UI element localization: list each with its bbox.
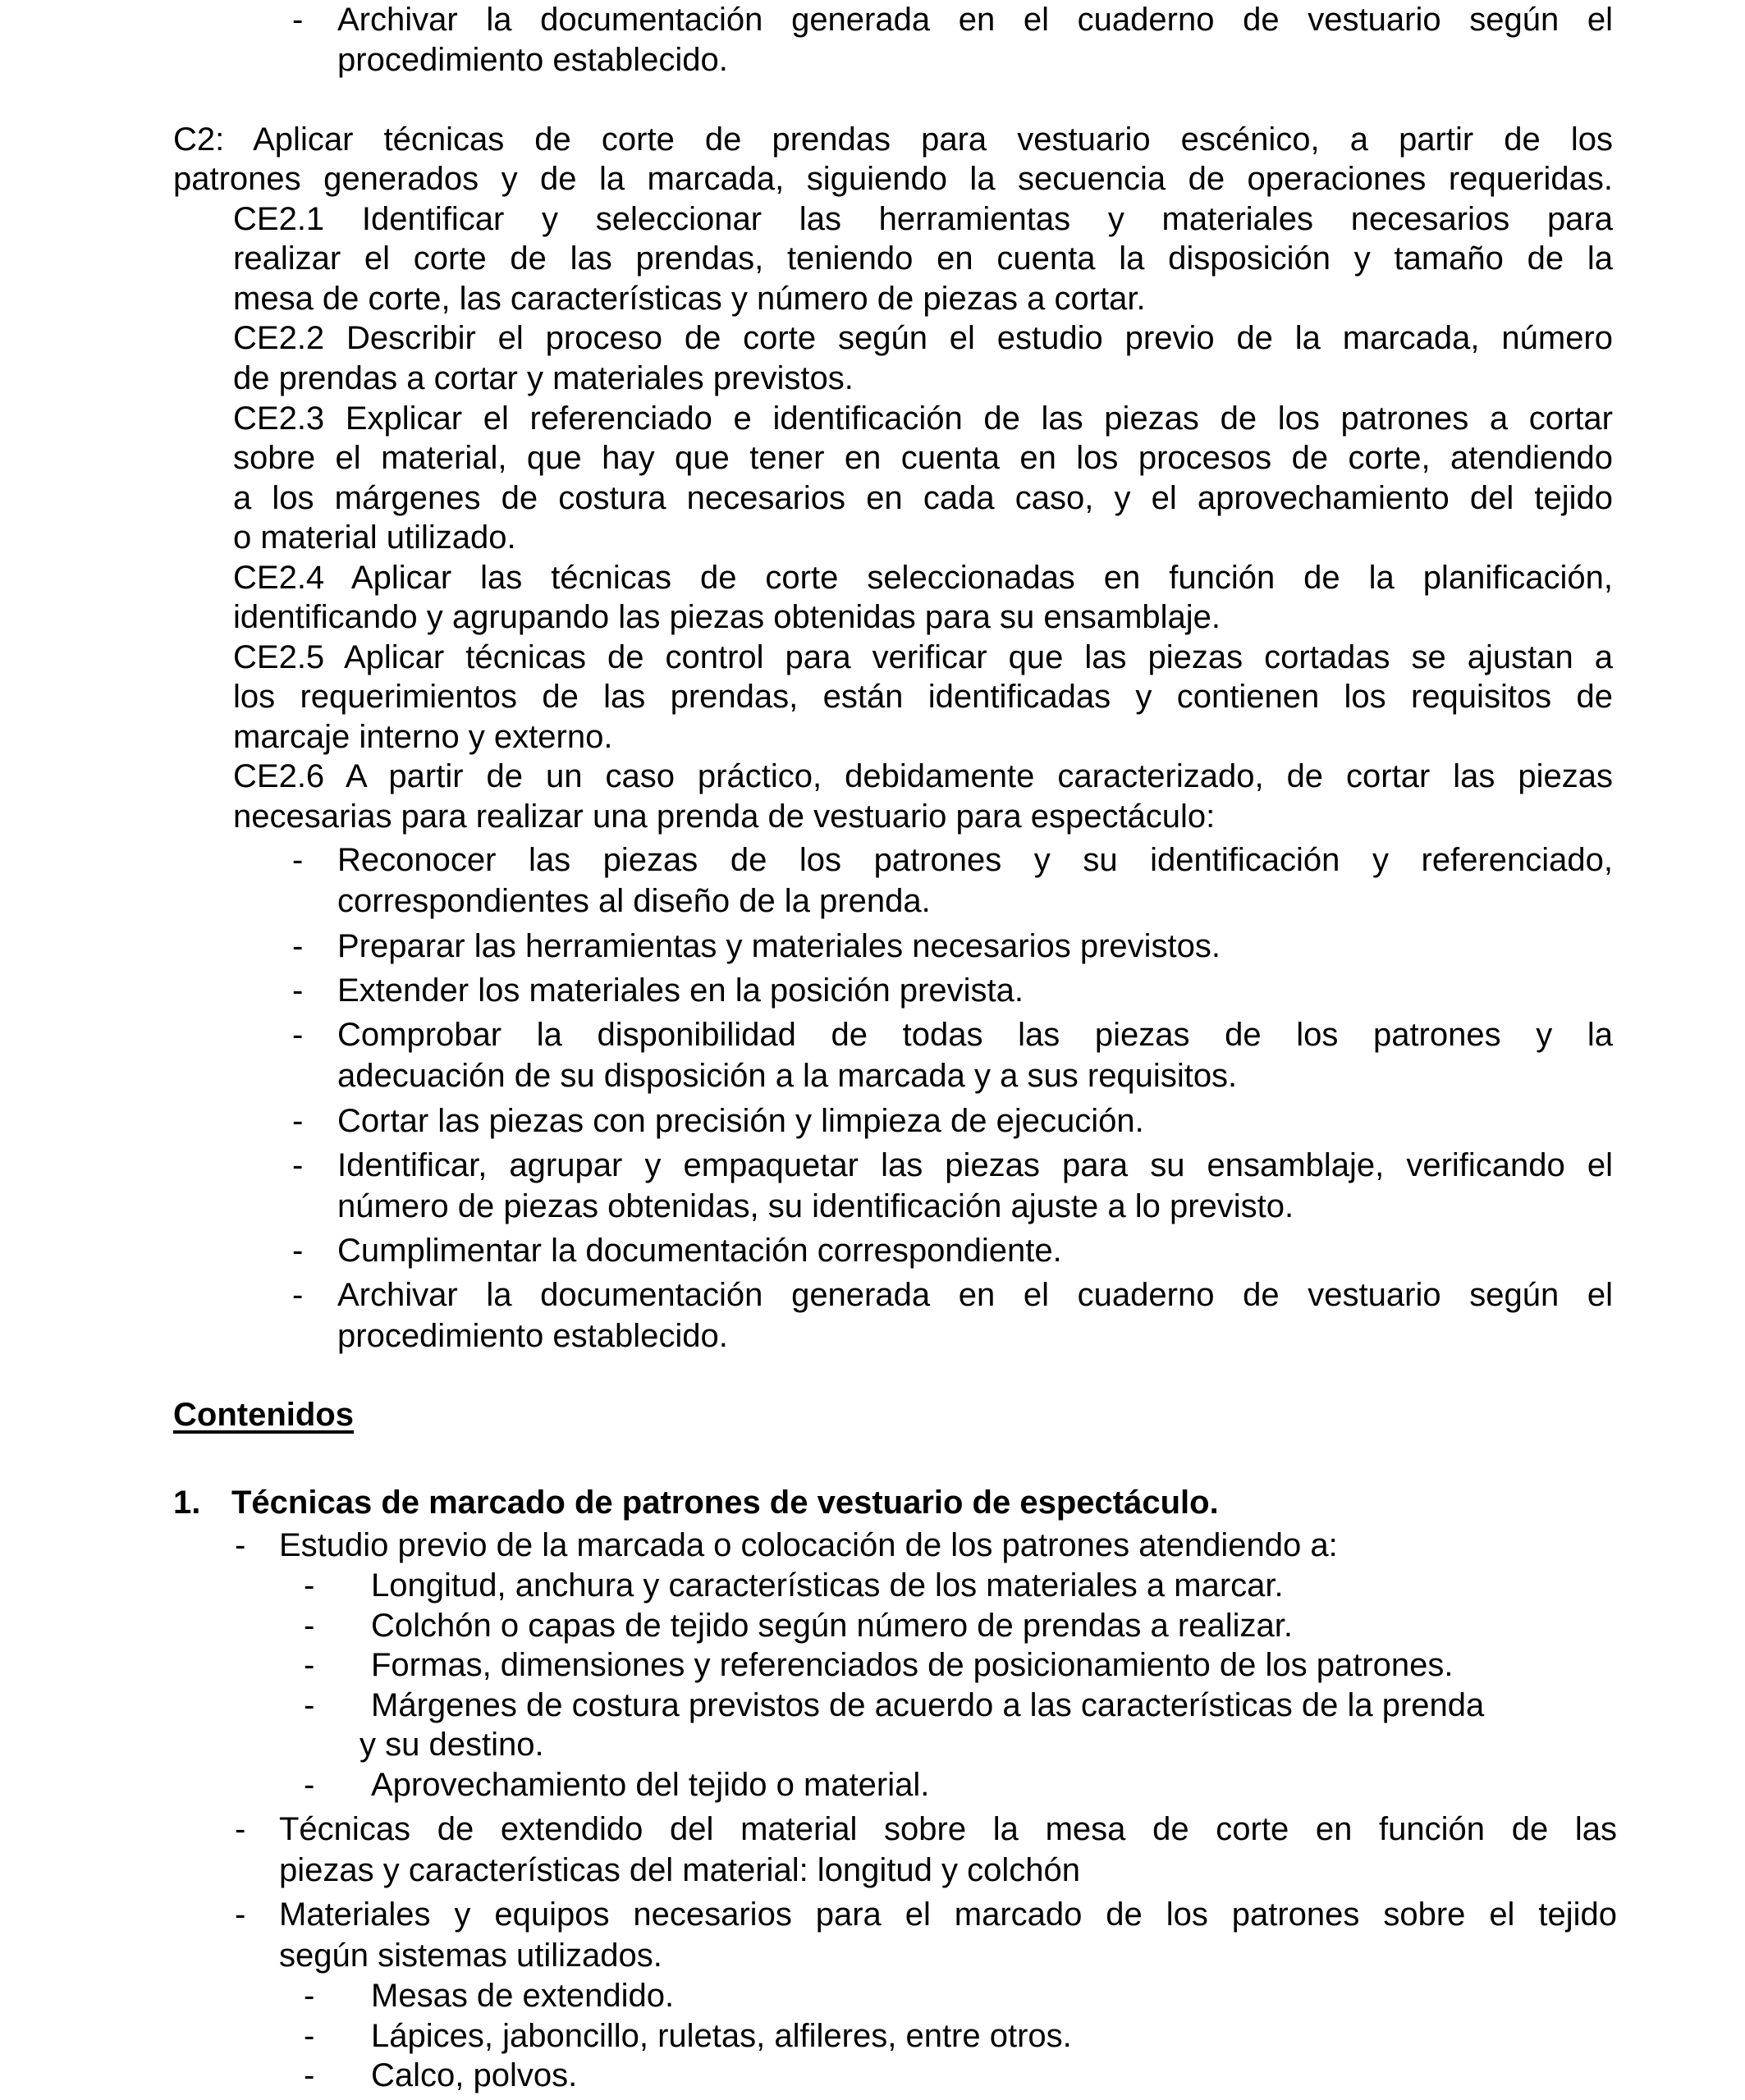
section-heading-contenidos: Contenidos [173,1397,354,1433]
bullet-dash: - [292,1103,304,1139]
bullet-text: Archivar la documentación generada en el cuaderno de vestuario según el [337,2,1613,38]
bullet-text: procedimiento establecido. [337,42,728,78]
ce2-6: CE2.6 A partir de un caso práctico, debidamente caracterizado, de cortar las piezas [233,758,1613,794]
content-subitem: y su destino. [360,1727,544,1763]
bullet-dash: - [304,1567,315,1604]
content-subitem: Márgenes de costura previstos de acuerdo a las características de la prenda [371,1687,1485,1723]
ce2-4: CE2.4 Aplicar las técnicas de corte seleccionadas en función de la planificación, [233,560,1613,596]
ce2-2: de prendas a cortar y materiales previstos. [233,360,854,396]
ce2-5: CE2.5 Aplicar técnicas de control para verificar que las piezas cortadas se ajustan a [233,639,1613,675]
bullet-dash: - [304,2057,315,2093]
criterion-c2: patrones generados y de la marcada, siguiendo la secuencia de operaciones requeridas. [173,161,1613,197]
ce2-6: necesarias para realizar una prenda de vestuario para espectáculo: [233,798,1216,835]
bullet-dash: - [292,928,304,964]
ce2-1: realizar el corte de las prendas, teniendo en cuenta la disposición y tamaño de la [233,240,1613,277]
ce2-5: marcaje interno y externo. [233,719,613,755]
content-subitem: Longitud, anchura y características de los materiales a marcar. [371,1567,1284,1604]
ce2-1: mesa de corte, las características y número de piezas a cortar. [233,281,1146,317]
content-subitem: Lápices, jaboncillo, ruletas, alfileres, entre otros. [371,2018,1072,2054]
content-item: Materiales y equipos necesarios para el marcado de los patrones sobre el tejido [279,1896,1617,1933]
bullet-dash: - [292,972,304,1009]
bullet-dash: - [292,1017,304,1053]
content-item: Estudio previo de la marcada o colocación de los patrones atendiendo a: [279,1527,1338,1563]
bullet-dash: - [292,842,304,878]
bullet-text: Extender los materiales en la posición prevista. [337,972,1024,1009]
bullet-dash: - [304,1608,315,1644]
ce2-1: CE2.1 Identificar y seleccionar las herramientas y materiales necesarios para [233,201,1613,237]
section-title: Técnicas de marcado de patrones de vestuario de espectáculo. [231,1485,1219,1521]
bullet-text: Archivar la documentación generada en el cuaderno de vestuario según el [337,1277,1613,1313]
bullet-dash: - [304,2018,315,2054]
bullet-text: Comprobar la disponibilidad de todas las piezas de los patrones y la [337,1017,1613,1053]
bullet-dash: - [235,1896,246,1933]
bullet-text: número de piezas obtenidas, su identificación ajuste a lo previsto. [337,1188,1294,1224]
bullet-dash: - [292,1277,304,1313]
section-number: 1. [173,1485,201,1521]
bullet-dash: - [304,1687,315,1723]
ce2-5: los requerimientos de las prendas, están identificadas y contienen los requisitos de [233,679,1613,715]
ce2-3: o material utilizado. [233,519,516,556]
bullet-text: Cortar las piezas con precisión y limpieza de ejecución. [337,1103,1144,1139]
bullet-text: adecuación de su disposición a la marcada y a sus requisitos. [337,1058,1238,1094]
bullet-text: Cumplimentar la documentación correspondiente. [337,1233,1062,1269]
criterion-c2: C2: Aplicar técnicas de corte de prendas para vestuario escénico, a partir de los [173,121,1613,158]
ce2-3: CE2.3 Explicar el referenciado e identificación de las piezas de los patrones a cortar [233,400,1613,437]
ce2-2: CE2.2 Describir el proceso de corte según el estudio previo de la marcada, número [233,320,1613,356]
content-subitem: Calco, polvos. [371,2057,578,2093]
bullet-text: Reconocer las piezas de los patrones y su identificación y referenciado, [337,842,1613,878]
bullet-dash: - [304,1647,315,1683]
bullet-text: Preparar las herramientas y materiales necesarios previstos. [337,928,1221,964]
content-item: piezas y características del material: longitud y colchón [279,1852,1081,1888]
ce2-3: sobre el material, que hay que tener en cuenta en los procesos de corte, atendiendo [233,440,1613,476]
bullet-dash: - [235,1527,246,1563]
ce2-3: a los márgenes de costura necesarios en cada caso, y el aprovechamiento del tejido [233,480,1613,516]
bullet-dash: - [292,2,304,38]
content-subitem: Formas, dimensiones y referenciados de posicionamiento de los patrones. [371,1647,1454,1683]
ce2-4: identificando y agrupando las piezas obtenidas para su ensamblaje. [233,599,1221,635]
bullet-text: Identificar, agrupar y empaquetar las piezas para su ensamblaje, verificando el [337,1147,1613,1183]
content-subitem: Colchón o capas de tejido según número de prendas a realizar. [371,1608,1293,1644]
content-subitem: Mesas de extendido. [371,1978,675,2014]
content-item: según sistemas utilizados. [279,1938,662,1974]
bullet-dash: - [235,1811,246,1847]
bullet-dash: - [292,1147,304,1183]
bullet-dash: - [304,1767,315,1803]
bullet-text: correspondientes al diseño de la prenda. [337,883,931,919]
bullet-dash: - [292,1233,304,1269]
bullet-text: procedimiento establecido. [337,1318,728,1354]
content-item: Técnicas de extendido del material sobre la mesa de corte en función de las [279,1811,1617,1847]
content-subitem: Aprovechamiento del tejido o material. [371,1767,930,1803]
bullet-dash: - [304,1978,315,2014]
